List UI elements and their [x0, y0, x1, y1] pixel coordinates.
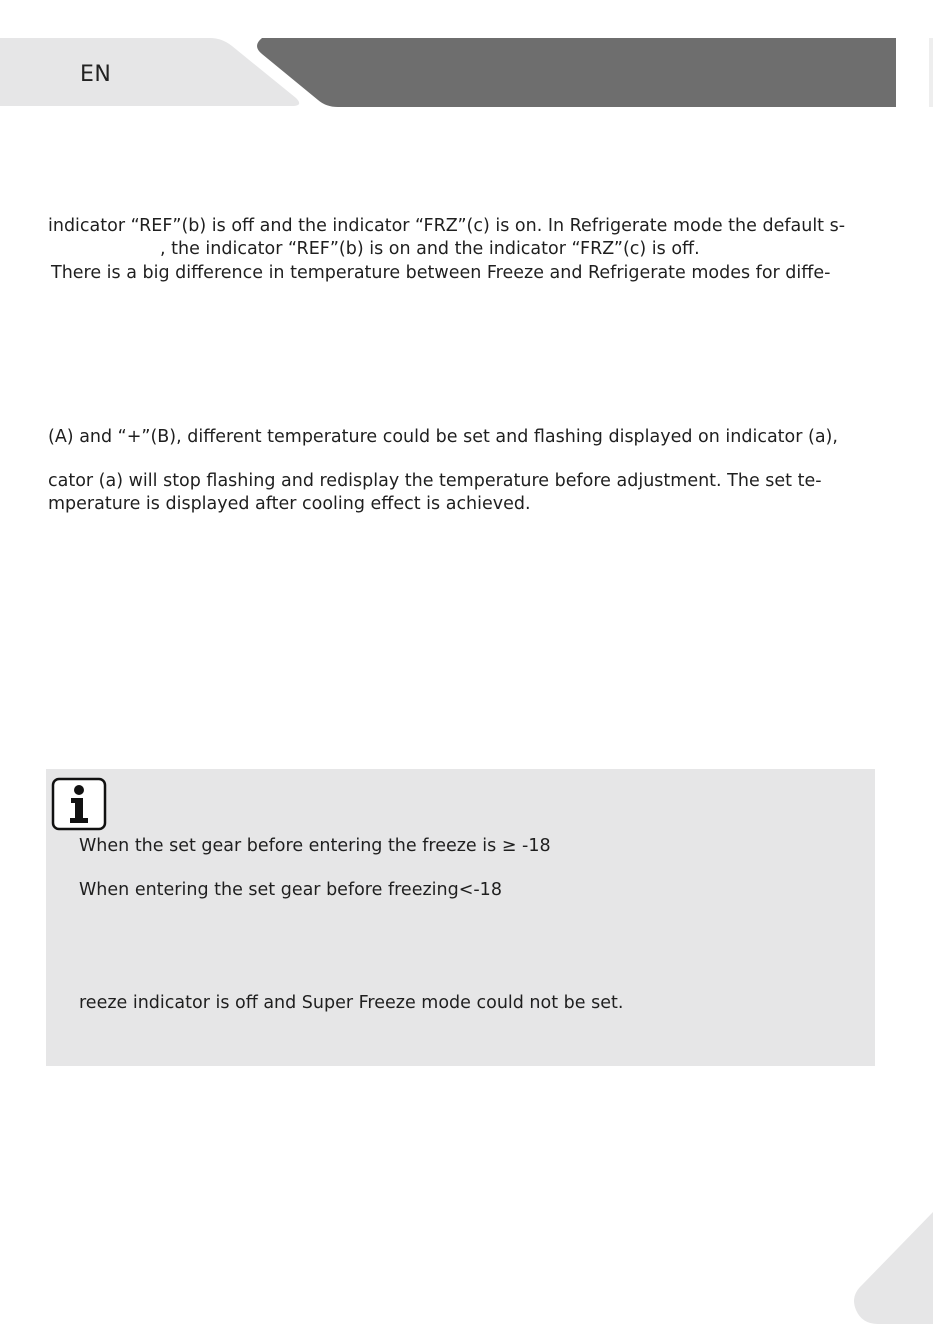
- info-icon: [51, 777, 109, 831]
- note-line-2: When entering the set gear before freezing<-18: [79, 880, 502, 900]
- note-line-3: reeze indicator is off and Super Freeze mode could not be set.: [79, 993, 624, 1013]
- header-banner: [0, 0, 933, 120]
- body-line-3: There is a big difference in temperature between Freeze and Refrigerate modes for diffe-: [51, 263, 831, 283]
- body-line-1: indicator “REF”(b) is off and the indicator “FRZ”(c) is on. In Refrigerate mode the default s-: [48, 216, 846, 236]
- language-tab-shape: [0, 38, 299, 106]
- language-label: EN: [80, 62, 112, 87]
- note-line-1: When the set gear before entering the freeze is ≥ -18: [79, 836, 551, 856]
- body-line-2: , the indicator “REF”(b) is on and the indicator “FRZ”(c) is off.: [160, 239, 700, 259]
- body-line-5: cator (a) will stop flashing and redisplay the temperature before adjustment. The set te-: [48, 471, 822, 491]
- header-edge-mark: [929, 38, 933, 107]
- body-line-6: mperature is displayed after cooling effect is achieved.: [48, 494, 531, 514]
- header-dark-bar: [257, 38, 896, 107]
- body-line-4: (A) and “+”(B), different temperature could be set and flashing displayed on indicator (a),: [48, 427, 838, 447]
- note-box: [46, 769, 875, 1066]
